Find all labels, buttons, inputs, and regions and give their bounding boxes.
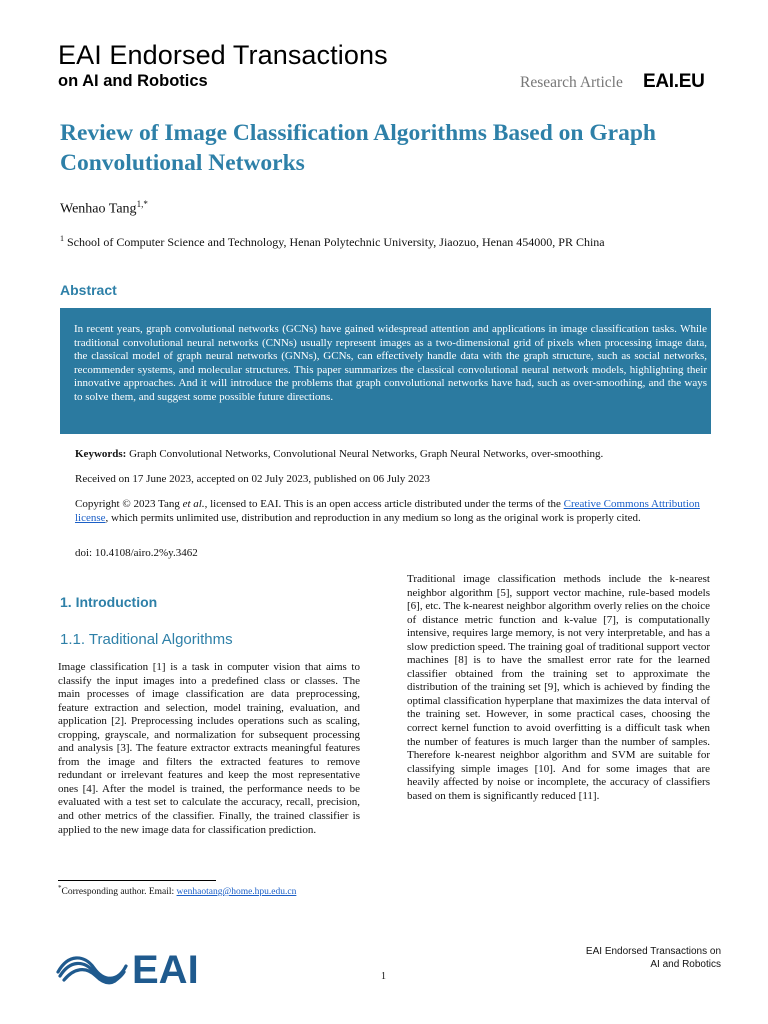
doi: doi: 10.4108/airo.2%y.3462 <box>75 547 198 559</box>
copyright-pre: Copyright © 2023 Tang <box>75 498 183 510</box>
body-paragraph-left: Image classification [1] is a task in computer vision that aims to classify the input images into a predefined class or classes. The main processes of image classification are data preprocessing, feature extraction and selection, model training, evaluation, and application [2]. Preprocessing includes operations such as scaling, cropping, grayscale, and normalization for subsequent processing and analysis [3]. The feature extractor extracts meaningful features from the image and filters the extracted features to remove redundant or irrelevant features and keep the most representative ones [4]. After the model is trained, the performance needs to be evaluated with a test set to calculate the accuracy, recall, precision, and other metrics of the classifier. Finally, the trained classifier is applied to the new image data for classification prediction. <box>58 661 360 836</box>
footer-journal-line1: EAI Endorsed Transactions on <box>585 946 721 957</box>
author-line <box>60 199 148 218</box>
author-marks: 1,* <box>136 199 148 209</box>
journal-subtitle: on AI and Robotics <box>58 72 208 90</box>
body-paragraph-right: Traditional image classification methods include the k-nearest neighbor algorithm [5], support vector machine, rule-based models [6], etc. The k-nearest neighbor algorithm overly relies on the choice of distance metric function and k-value [7], is computationally intensive, requires large memory, is not very interpretable, and has a slow prediction speed. The training goal of traditional support vector machines [8] is to have the smallest error rate for the learned classifier obtained from the training set to approximate the distribution of the training set [9], which is achieved by finding the optimal classification hyperplane that maximizes the data interval of the training set. However, in some practical cases, choosing the correct kernel function to avoid overfitting is a difficult task when the number of features is much larger than the number of samples. Therefore k-nearest neighbor algorithm and SVM are suitable for classifying simple images [10]. And for some images that are heavily affected by noise or incomplete, the accuracy of classifiers based on them is significantly reduced [11]. <box>407 573 710 802</box>
author-email-link[interactable]: wenhaotang@home.hpu.edu.cn <box>176 887 297 898</box>
copyright-notice <box>75 498 705 525</box>
affiliation <box>60 234 605 250</box>
article-type: Research Article <box>520 74 623 91</box>
abstract-heading: Abstract <box>60 282 117 298</box>
eai-logo-text: EAI <box>132 948 199 988</box>
page-number: 1 <box>381 971 386 982</box>
keywords-text: Graph Convolutional Networks, Convolutional Neural Networks, Graph Neural Networks, over-smoothing. <box>129 448 604 460</box>
paper-title: Review of Image Classification Algorithms Based on Graph Convolutional Networks <box>60 120 656 176</box>
footnote-divider <box>58 880 216 881</box>
copyright-mid: , licensed to EAI. This is an open access article distributed under the terms of the <box>204 498 564 510</box>
copyright-etal: et al. <box>182 498 205 510</box>
section-heading: 1. Introduction <box>60 594 158 610</box>
abstract-text: In recent years, graph convolutional networks (GCNs) have gained widespread attention and applications in image classification tasks. While traditional convolutional neural networks (CNNs) usually represent images as a two-dimensional grid of pixels when processing image data, the classical model of graph neural networks (GNNs), GCNs, can effectively handle data with the graph structure, such as social networks, recommender systems, and molecular structures. This paper summarizes the classical convolutional neural network models, highlighting their innovative approaches. And it will introduce the problems that graph convolutional networks have had, such as over-smoothing, and the ways to solve them, and suggest some possible future directions. <box>74 323 707 403</box>
copyright-post: , which permits unlimited use, distribution and reproduction in any medium so long as the original work is properly cited. <box>105 511 641 524</box>
journal-title: EAI Endorsed Transactions <box>58 40 388 70</box>
author-name: Wenhao Tang <box>60 201 137 217</box>
footer-journal-line2: AI and Robotics <box>650 959 721 970</box>
subsection-heading: 1.1. Traditional Algorithms <box>60 631 233 648</box>
footer-journal-name <box>560 945 721 971</box>
affiliation-mark: 1 <box>60 234 64 243</box>
affiliation-text: School of Computer Science and Technology, Henan Polytechnic University, Jiaozuo, Henan 454000, PR China <box>67 235 605 249</box>
keywords-label: Keywords: <box>75 448 127 460</box>
publisher-mark[interactable]: EAI.EU <box>643 71 705 92</box>
eai-logo <box>54 946 214 988</box>
keywords-line <box>75 448 603 460</box>
received-dates: Received on 17 June 2023, accepted on 02 July 2023, published on 06 July 2023 <box>75 473 431 485</box>
footnote-label: Corresponding author. Email: <box>61 887 177 898</box>
footnote <box>58 884 296 897</box>
footnote-mark: * <box>58 884 62 892</box>
creative-commons-link[interactable]: Creative Commons Attribution license <box>75 498 700 524</box>
abstract-box <box>60 308 711 434</box>
